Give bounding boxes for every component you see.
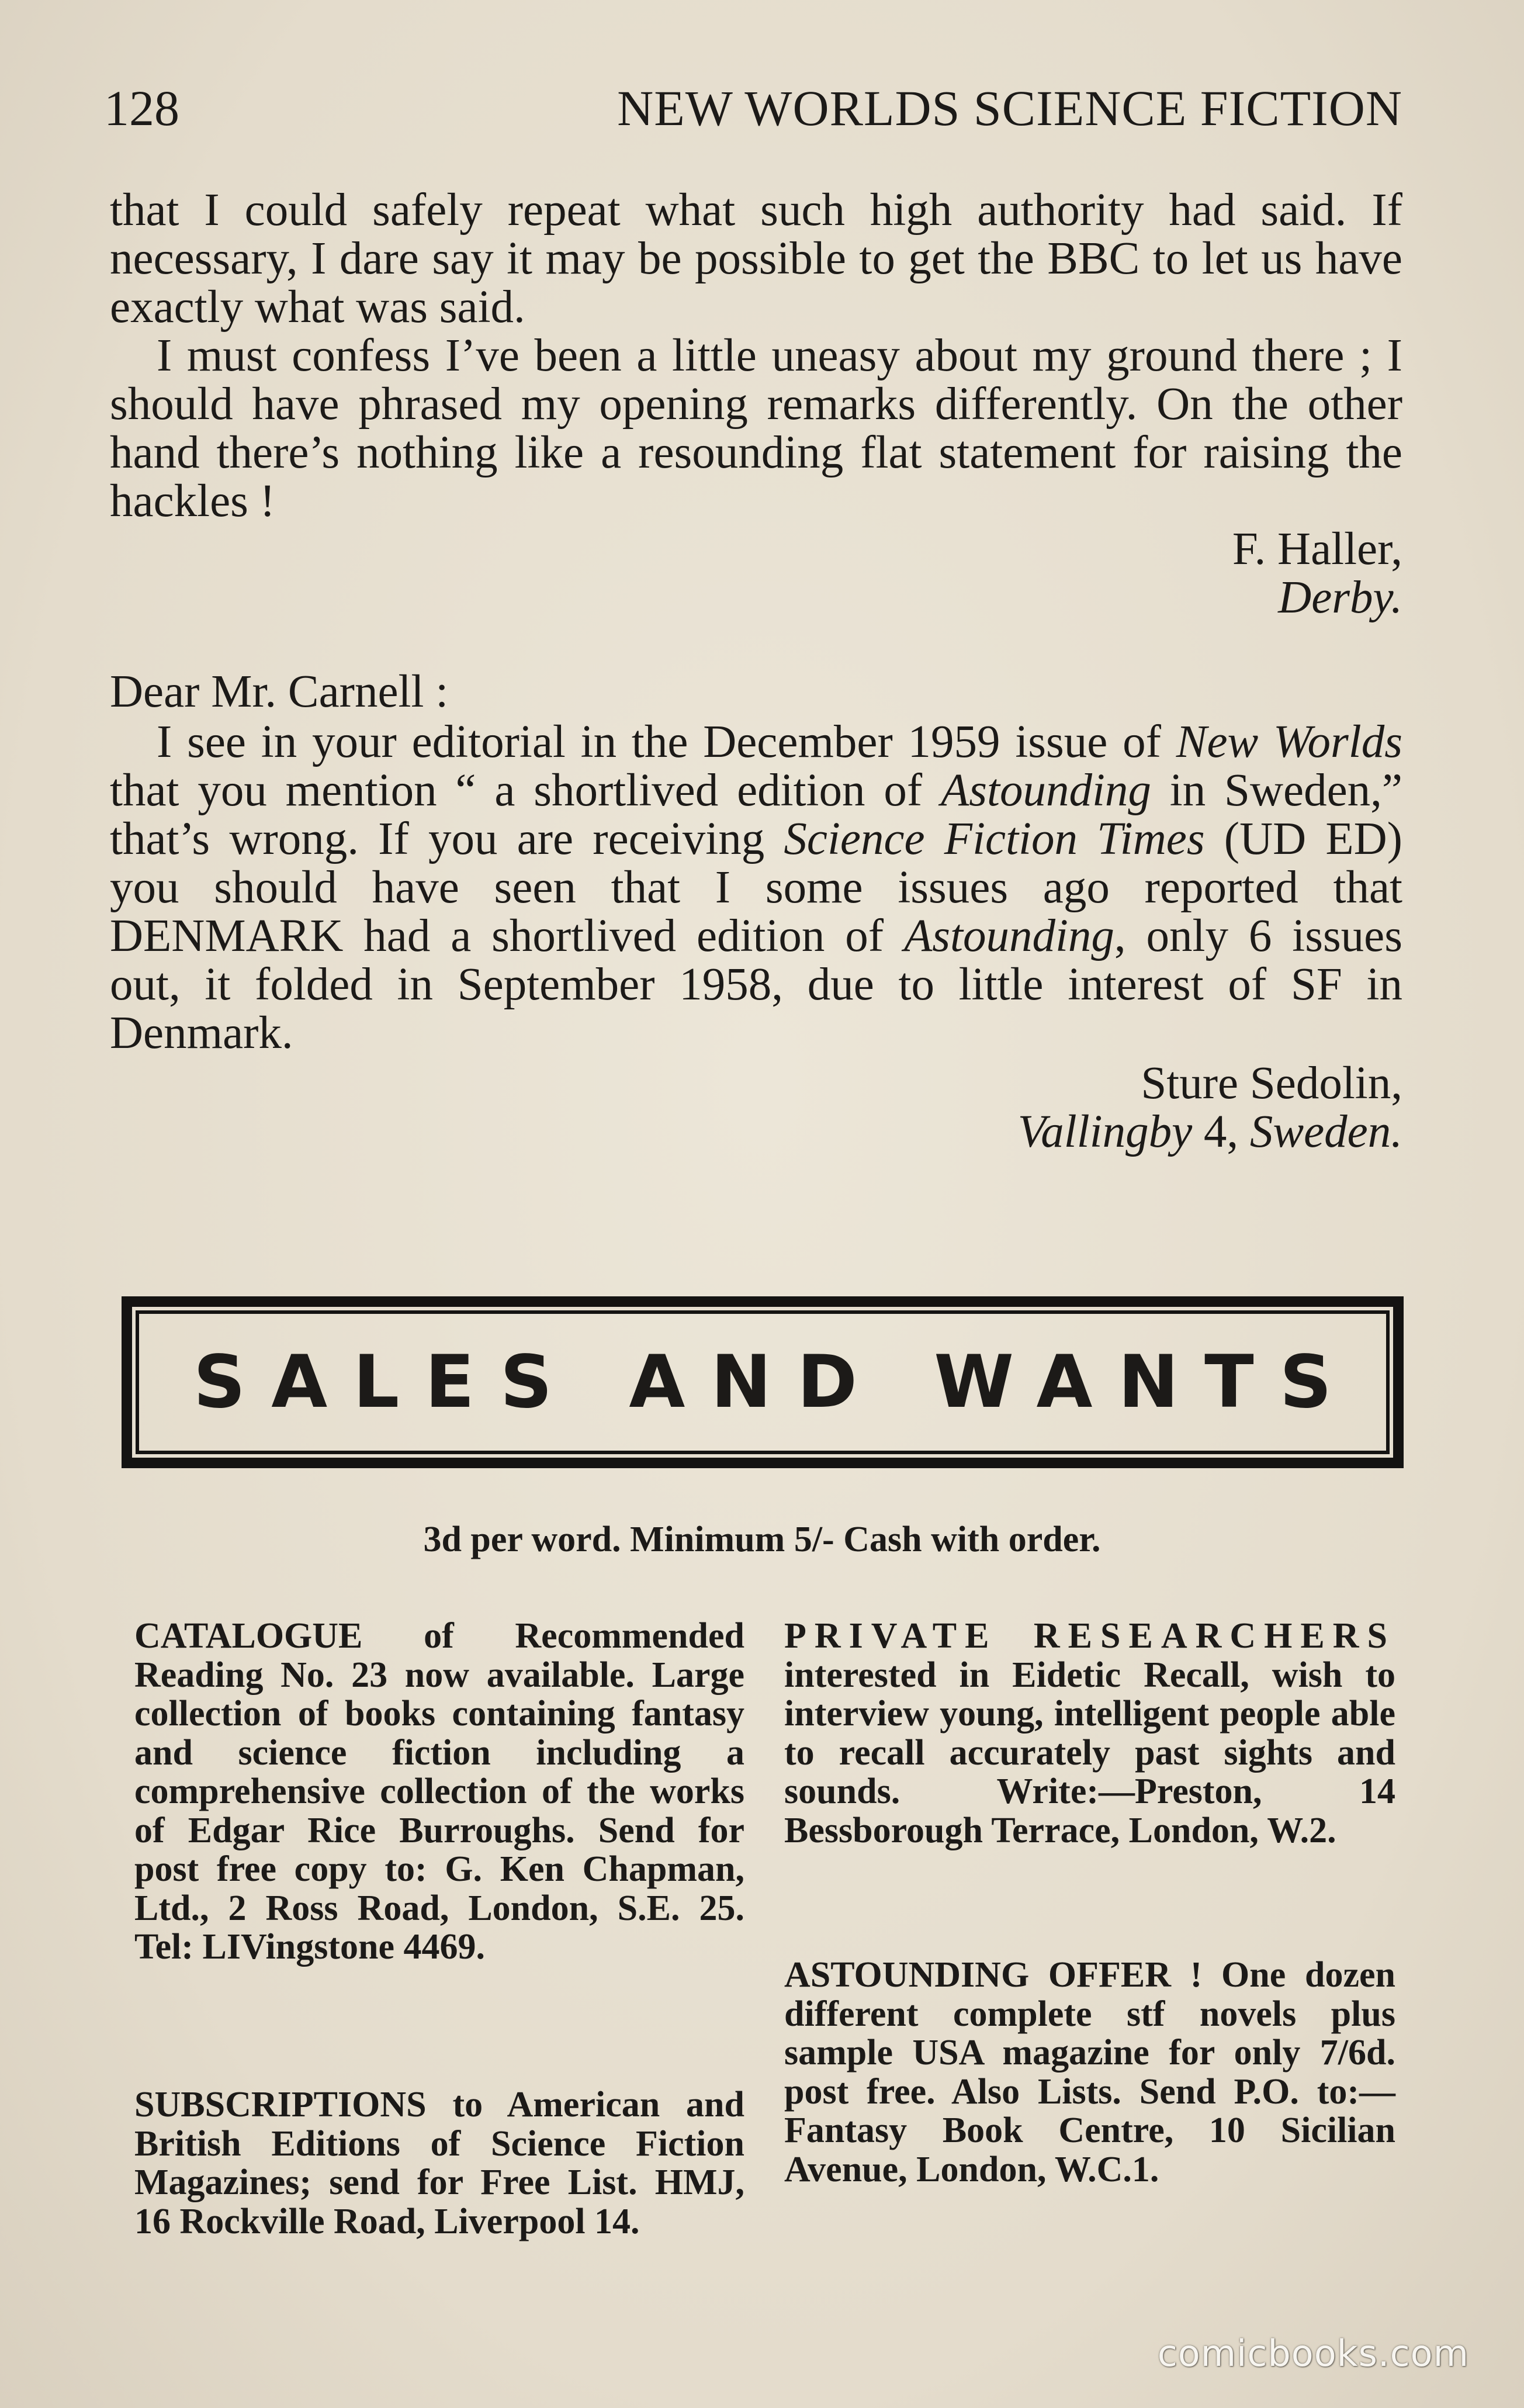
journal-title: NEW WORLDS SCIENCE FICTION (617, 80, 1402, 136)
ad-lead: ASTOUNDING OFFER ! (784, 1955, 1203, 1995)
letter-sedolin-body (110, 718, 1402, 1057)
ad-lead: SUBSCRIPTIONS (134, 2085, 427, 2125)
ad-body: interested in Eidetic Recall, wish to interview young, intelligent people able to recall accurately past sights and sounds. Write:—Preston, 14 Bessborough Terrace, London, W.2. (784, 1655, 1395, 1850)
signature-name-haller: F. Haller, (1232, 524, 1402, 575)
magazine-title: Science Fiction Times (784, 814, 1205, 864)
magazine-title: New Worlds (1176, 717, 1402, 767)
classified-ad-subscriptions (134, 2085, 744, 2241)
signature-place-sedolin (1018, 1108, 1402, 1156)
ad-body: of Recommended Reading No. 23 now available. Large collection of books containing fantasy and science fiction including a comprehensive collection of the works of Edgar Rice Burroughs. Send for post free copy to: G. Ken Chapman, Ltd., 2 Ross Road, London, S.E. 25. Tel: LIVingstone 4469. (134, 1616, 744, 1967)
place-number: 4, (1192, 1106, 1250, 1157)
text-run: that you mention “ a shortlived edition of (110, 765, 941, 816)
letter-paragraph: I must confess I’ve been a little uneasy about my ground there ; I should have phrased my opening remarks differently. On the other hand there’s nothing like a resounding flat statement for raising the hackles ! (110, 330, 1402, 527)
text-run: I see in your editorial in the December 1959 issue of (157, 717, 1176, 767)
ad-lead: PRIVATE RESEARCHERS (784, 1616, 1395, 1656)
text-run: in Sweden,” that’s wrong. If you are receiving (110, 765, 1402, 864)
classified-ad-catalogue (134, 1617, 744, 1967)
running-header (104, 76, 1402, 140)
signature-place-haller: Derby. (1278, 572, 1402, 623)
magazine-title: Astounding (941, 765, 1151, 816)
signature-name-sedolin: Sture Sedolin, (1141, 1058, 1402, 1109)
text-run: , only 6 issues out, it folded in September 1958, due to little interest of SF in Denmark. (110, 911, 1402, 1058)
letter-paragraph: that I could safely repeat what such high authority had said. If necessary, I dare say it may be possible to get the BBC to let us have exactly what was said. (110, 185, 1402, 333)
classified-ad-researchers (784, 1617, 1395, 1850)
ad-lead: CATALOGUE (134, 1616, 363, 1656)
place-country: Sweden. (1249, 1106, 1402, 1157)
place-town: Vallingby (1017, 1106, 1193, 1157)
text-run: (UD ED) you should have seen that I some issues ago reported that DENMARK had a shortlived edition of (110, 814, 1402, 961)
page-number: 128 (104, 80, 179, 136)
letter-haller-body (110, 186, 1402, 525)
ad-body: to American and British Editions of Science Fiction Magazines; send for Free List. HMJ, 16 Rockville Road, Liverpool 14. (134, 2085, 744, 2241)
magazine-title: Astounding (904, 911, 1114, 961)
watermark: comicbooks.com (1157, 2332, 1469, 2375)
classified-ad-astounding (784, 1956, 1395, 2189)
letter-paragraph (110, 718, 1402, 1057)
salutation: Dear Mr. Carnell : (110, 666, 449, 717)
ad-body: One dozen different complete stf novels plus sample USA magazine for only 7/6d. post free. Also Lists. Send P.O. to:—Fantasy Book Centre, 10 Sicilian Avenue, London, W.C.1. (784, 1955, 1395, 2189)
sales-and-wants-banner (122, 1296, 1404, 1468)
section-title: SALES AND WANTS (193, 1340, 1358, 1424)
advert-rate-line: 3d per word. Minimum 5/- Cash with order. (423, 1520, 1101, 1559)
